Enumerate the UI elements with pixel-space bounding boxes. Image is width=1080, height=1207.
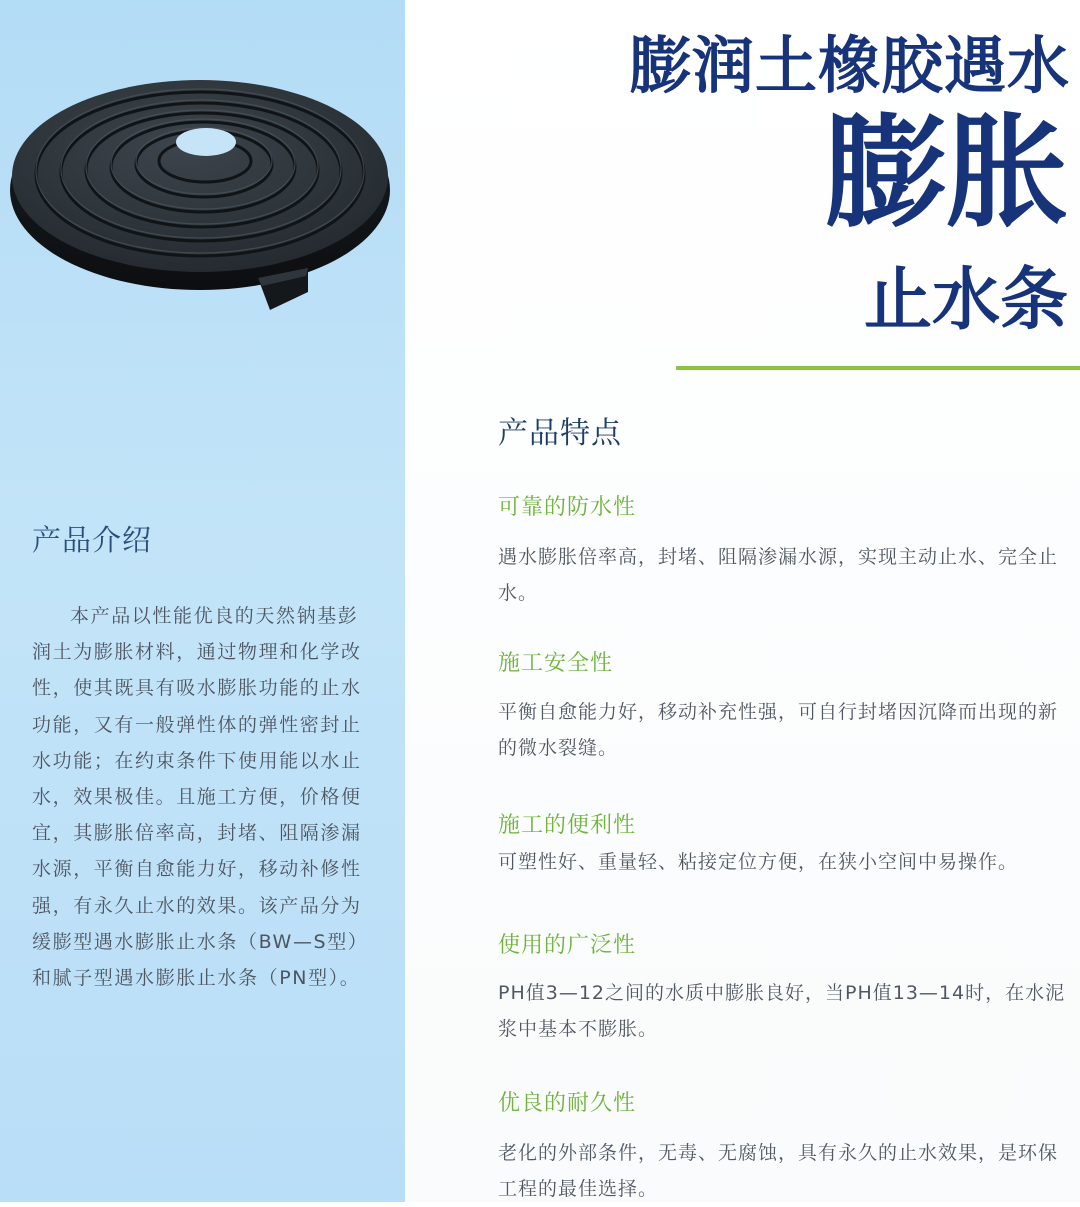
title-line-3: 止水条 <box>863 261 1068 340</box>
feature-title-4: 使用的广泛性 <box>498 933 637 958</box>
feature-text-3: 可塑性好、重量轻、粘接定位方便，在狭小空间中易操作。 <box>498 851 1019 873</box>
feature-title-3: 施工的便利性 <box>498 813 637 838</box>
feature-text-2: 平衡自愈能力好，移动补充性强，可自行封堵因沉降而出现的新的微水裂缝。 <box>498 701 1059 759</box>
feature-title-5: 优良的耐久性 <box>498 1091 637 1116</box>
title-line-2: 膨胀 <box>824 102 1068 244</box>
title-line-1: 膨润土橡胶遇水 <box>628 29 1070 102</box>
feature-text-4: PH值3—12之间的水质中膨胀良好，当PH值13—14时，在水泥浆中基本不膨胀。 <box>498 982 1066 1040</box>
features-heading: 产品特点 <box>498 416 622 451</box>
green-divider <box>676 366 1080 370</box>
intro-paragraph: 本产品以性能优良的天然钠基彭润土为膨胀材料，通过物理和化学改性，使其既具有吸水膨胀功能的止水功能，又有一般弹性体的弹性密封止水功能；在约束条件下使用能以水止水，效果极佳。且施工方便，价格便宜，其膨胀倍率高，封堵、阻隔渗漏水源，平衡自愈能力好，移动补修性强，有永久止水的效果。该产品分为缓膨型遇水膨胀止水条（BW—S型）和腻子型遇水膨胀止水条（PN型）。 <box>32 605 369 990</box>
product-photo <box>8 40 398 320</box>
intro-heading: 产品介绍 <box>32 523 153 557</box>
feature-title-2: 施工安全性 <box>498 651 614 676</box>
left-panel <box>0 0 405 1202</box>
feature-text-1: 遇水膨胀倍率高，封堵、阻隔渗漏水源，实现主动止水、完全止水。 <box>498 546 1059 604</box>
feature-text-5: 老化的外部条件，无毒、无腐蚀，具有永久的止水效果，是环保工程的最佳选择。 <box>498 1142 1059 1200</box>
feature-title-1: 可靠的防水性 <box>498 495 637 520</box>
